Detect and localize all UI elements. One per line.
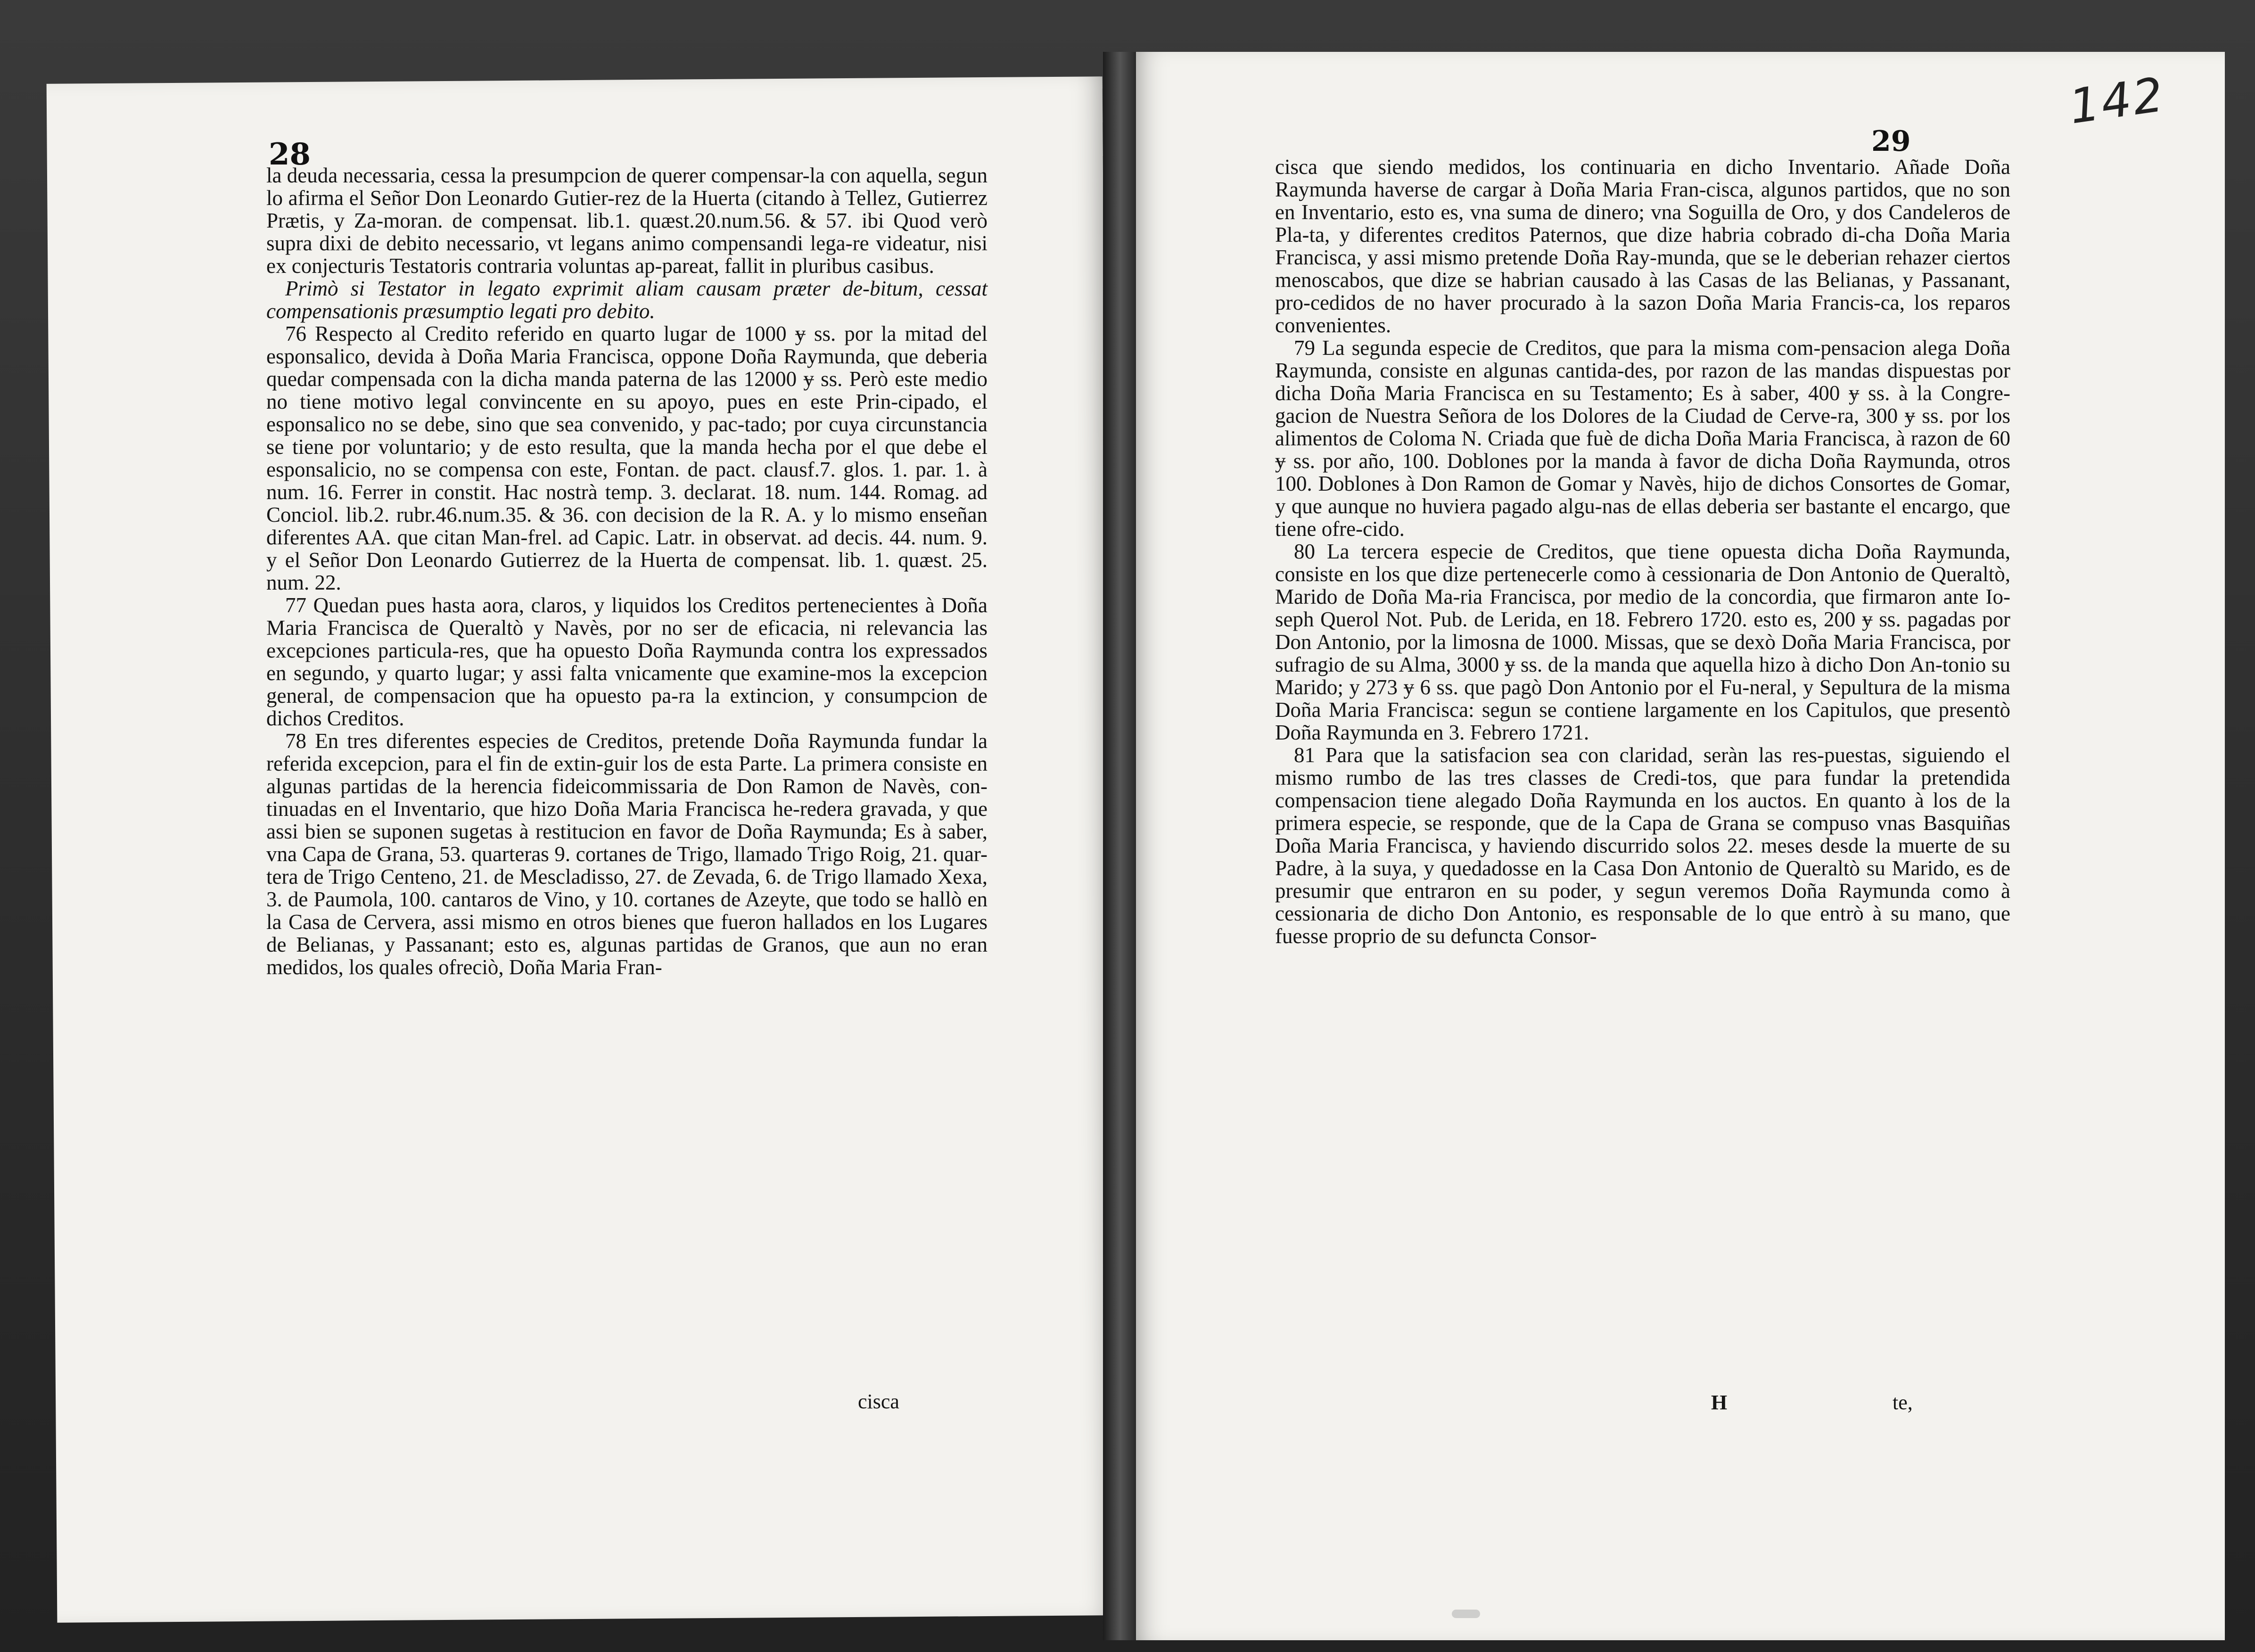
latin-quote: Primò si Testator in legato exprimit aliam causam præter de-bitum, cessat compensationis præsumptio legati pro debito. bbox=[266, 277, 988, 323]
right-page-text bbox=[1275, 156, 2010, 947]
left-catchword: cisca bbox=[858, 1390, 899, 1413]
paragraph-continuation: cisca que siendo medidos, los continuaria en dicho Inventario. Añade Doña Raymunda haverse de cargar à Doña Maria Fran-cisca, algunos partidos, que no son en Inventario, esto es, vna suma de dinero; vna Soguilla de Oro, y dos Candeleros de Pla-ta, y diferentes creditos Paternos, que dize habria cobrado di-cha Doña Maria Francisca, y assi mismo pretende Doña Ray-munda, que se le deberian rehazer ciertos menoscabos, que dize se habrian causado à las Casas de las Belianas, y Passanant, pro-cedidos de no haver procurado à la sazon Doña Maria Francis-ca, los reparos convenientes. bbox=[1275, 155, 2010, 337]
paper-stain bbox=[1452, 1610, 1480, 1618]
paragraph-80: 80 La tercera especie de Creditos, que tiene opuesta dicha Doña Raymunda, consiste en los que dize pertenecerle como à cessionaria de Don Antonio de Queraltò, Marido de Doña Ma-ria Francisca, por medio de la concordia, que firmaron ante Io-seph Querol Not. Pub. de Lerida, en 18. Febrero 1720. esto es, 200 ɏ ss. pagadas por Don Antonio, por la limosna de 1000. Missas, que se dexò Doña Maria Francisca, por sufragio de su Alma, 3000 ɏ ss. de la manda que aquella hizo à dicho Don An-tonio su Marido; y 273 ɏ 6 ss. que pagò Don Antonio por el Fu-neral, y Sepultura de la misma Doña Maria Francisca: segun se contiene largamente en los Capitulos, que presentò Doña Raymunda en 3. Febrero 1721. bbox=[1275, 540, 2010, 744]
book-gutter bbox=[1103, 52, 1141, 1640]
left-page-number: 28 bbox=[269, 137, 311, 172]
right-catchword: te, bbox=[1893, 1391, 1913, 1414]
signature-mark: H bbox=[1711, 1391, 1728, 1414]
handwritten-folio-mark: 142 bbox=[2066, 66, 2169, 135]
right-page-number: 29 bbox=[1871, 125, 1911, 158]
left-page-text bbox=[266, 164, 988, 978]
paragraph-81: 81 Para que la satisfacion sea con claridad, seràn las res-puestas, siguiendo el mismo rumbo de las tres classes de Credi-tos, que para fundar la pretendida compensacion tiene alegado Doña Raymunda en los auctos. En quanto à los de la primera especie, se responde, que de la Capa de Grana se compuso vnas Basquiñas Doña Maria Francisca, y haviendo discurrido solos 22. meses desde la muerte de su Padre, à la suya, y quedadosse en la Casa Don Antonio de Queraltò su Marido, es de presumir que entraron en su poder, y segun veremos Doña Raymunda como à cessionaria de dicho Don Antonio, es responsable de lo que entrò à su mano, que fuesse proprio de su defuncta Consor- bbox=[1275, 743, 2010, 948]
paragraph-79: 79 La segunda especie de Creditos, que para la misma com-pensacion alega Doña Raymunda, consiste en algunas cantida-des, por razon de las mandas dispuestas por dicha Doña Maria Francisca en su Testamento; Es à saber, 400 ɏ ss. à la Congre-gacion de Nuestra Señora de los Dolores de la Ciudad de Cerve-ra, 300 ɏ ss. por los alimentos de Coloma N. Criada que fuè de dicha Doña Maria Francisca, à razon de 60 ɏ ss. por año, 100. Doblones por la manda à favor de dicha Doña Raymunda, otros 100. Doblones à Don Ramon de Gomar y Navès, hijo de dichos Consortes de Gomar, y que aunque no huviera pagado algu-nas de ellas deberia ser bastante el encargo, que tiene ofre-cido. bbox=[1275, 336, 2010, 541]
paragraph-76: 76 Respecto al Credito referido en quarto lugar de 1000 ɏ ss. por la mitad del esponsalico, devida à Doña Maria Francisca, oppone Doña Raymunda, que deberia quedar compensada con la dicha manda paterna de las 12000 ɏ ss. Però este medio no tiene motivo legal convincente en su apoyo, pues en este Prin-cipado, el esponsalico no se debe, sino que sea convenido, y pac-tado; por cuya circunstancia se tiene por voluntario; y de esto resulta, que la manda hecha por el que debe el esponsalicio, no se compensa con este, Fontan. de pact. clausf.7. glos. 1. par. 1. à num. 16. Ferrer in constit. Hac nostrà temp. 3. declarat. 18. num. 144. Romag. ad Conciol. lib.2. rubr.46.num.35. & 36. con decision de la R. A. y lo mismo enseñan diferentes AA. que citan Man-frel. ad Capic. Latr. in observat. ad decis. 44. num. 9. y el Señor Don Leonardo Gutierrez de la Huerta de compensat. lib. 1. quæst. 25. num. 22. bbox=[266, 322, 988, 594]
paragraph-77: 77 Quedan pues hasta aora, claros, y liquidos los Creditos pertenecientes à Doña Maria Francisca de Queraltò y Navès, por no ser de eficacia, ni relevancia las excepciones particula-res, que ha opuesto Doña Raymunda contra los expressados en segundo, y quarto lugar; y assi falta vnicamente que examine-mos la excepcion general, de compensacion que ha opuesto pa-ra la extincion, y consumpcion de dichos Creditos. bbox=[266, 593, 988, 730]
paragraph-continuation: la deuda necessaria, cessa la presumpcion de querer compensar-la con aquella, segun lo afirma el Señor Don Leonardo Gutier-rez de la Huerta (citando à Tellez, Gutierrez Prætis, y Za-moran. de compensat. lib.1. quæst.20.num.56. & 57. ibi Quod verò supra dixi de debito necessario, vt legans animo compensandi lega-re videatur, nisi ex conjecturis Testatoris contraria voluntas ap-pareat, fallit in pluribus casibus. bbox=[266, 164, 988, 278]
paragraph-78: 78 En tres diferentes especies de Creditos, pretende Doña Raymunda fundar la referida excepcion, para el fin de extin-guir los de esta Parte. La primera consiste en algunas partidas de la herencia fideicommissaria de Don Ramon de Navès, con-tinuadas en el Inventario, que hizo Doña Maria Francisca he-redera gravada, y que assi bien se suponen sugetas à restitucion en favor de Doña Raymunda; Es à saber, vna Capa de Grana, 53. quarteras 9. cortanes de Trigo, llamado Trigo Roig, 21. quar-tera de Trigo Centeno, 21. de Mescladisso, 27. de Zevada, 6. de Trigo llamado Xexa, 3. de Paumola, 100. cantaros de Vino, y 10. cortanes de Azeyte, que todo se hallò en la Casa de Cervera, assi mismo en otros bienes que fueron hallados en los Lugares de Belianas, y Passanant; esto es, algunas partidas de Granos, que aun no eran medidos, los quales ofreciò, Doña Maria Fran- bbox=[266, 729, 988, 979]
